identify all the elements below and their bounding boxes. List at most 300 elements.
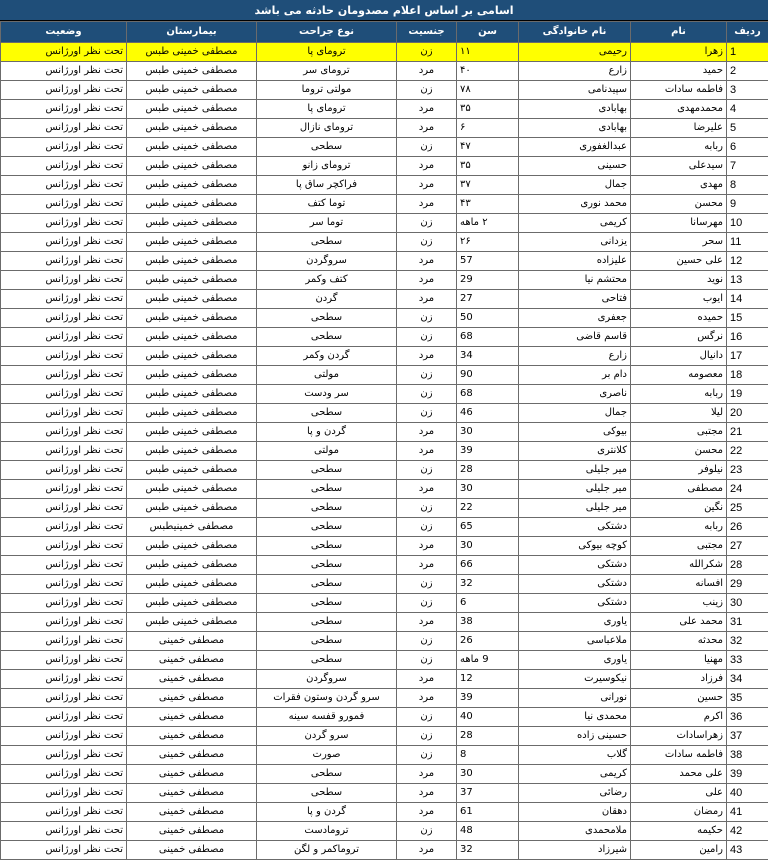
cell-last-name[interactable]: شیرزاد: [519, 841, 631, 860]
cell-last-name[interactable]: نورانی: [519, 689, 631, 708]
table-row[interactable]: [1, 556, 768, 575]
cell-hospital[interactable]: مصطفی خمینی طبس: [127, 423, 257, 442]
cell-age[interactable]: 29: [457, 271, 519, 290]
cell-gender[interactable]: مرد: [397, 252, 457, 271]
cell-hospital[interactable]: مصطفی خمینی طبس: [127, 100, 257, 119]
cell-age[interactable]: 66: [457, 556, 519, 575]
cell-last-name[interactable]: محمدی نیا: [519, 708, 631, 727]
cell-row-number[interactable]: 1: [727, 43, 768, 62]
cell-gender[interactable]: زن: [397, 366, 457, 385]
cell-row-number[interactable]: 40: [727, 784, 768, 803]
cell-status[interactable]: تحت نظر اورژانس: [1, 423, 127, 442]
cell-gender[interactable]: زن: [397, 518, 457, 537]
cell-row-number[interactable]: 38: [727, 746, 768, 765]
cell-last-name[interactable]: رضائی: [519, 784, 631, 803]
cell-injury[interactable]: گردن: [257, 290, 397, 309]
cell-status[interactable]: تحت نظر اورژانس: [1, 233, 127, 252]
table-row[interactable]: [1, 613, 768, 632]
cell-status[interactable]: تحت نظر اورژانس: [1, 784, 127, 803]
cell-first-name[interactable]: علی محمد: [631, 765, 727, 784]
cell-age[interactable]: 68: [457, 385, 519, 404]
cell-hospital[interactable]: مصطفی خمینیطبس: [127, 518, 257, 537]
cell-row-number[interactable]: 42: [727, 822, 768, 841]
cell-status[interactable]: تحت نظر اورژانس: [1, 404, 127, 423]
table-row[interactable]: [1, 670, 768, 689]
cell-last-name[interactable]: ناصری: [519, 385, 631, 404]
cell-gender[interactable]: مرد: [397, 100, 457, 119]
cell-first-name[interactable]: محمدمهدی: [631, 100, 727, 119]
cell-row-number[interactable]: 14: [727, 290, 768, 309]
header-cell-idx[interactable]: ردیف: [727, 22, 768, 43]
table-row[interactable]: [1, 62, 768, 81]
cell-injury[interactable]: ترومای زانو: [257, 157, 397, 176]
cell-injury[interactable]: سرو گردن: [257, 727, 397, 746]
cell-first-name[interactable]: زهرا: [631, 43, 727, 62]
cell-first-name[interactable]: سحر: [631, 233, 727, 252]
table-row[interactable]: [1, 537, 768, 556]
table-row[interactable]: [1, 385, 768, 404]
cell-gender[interactable]: مرد: [397, 176, 457, 195]
cell-status[interactable]: تحت نظر اورژانس: [1, 252, 127, 271]
cell-status[interactable]: تحت نظر اورژانس: [1, 461, 127, 480]
cell-hospital[interactable]: مصطفی خمینی طبس: [127, 594, 257, 613]
cell-gender[interactable]: مرد: [397, 480, 457, 499]
cell-age[interactable]: 12: [457, 670, 519, 689]
table-row[interactable]: [1, 689, 768, 708]
cell-status[interactable]: تحت نظر اورژانس: [1, 841, 127, 860]
cell-gender[interactable]: مرد: [397, 689, 457, 708]
table-row[interactable]: [1, 594, 768, 613]
table-row[interactable]: [1, 233, 768, 252]
cell-injury[interactable]: سطحی: [257, 537, 397, 556]
cell-last-name[interactable]: کریمی: [519, 765, 631, 784]
cell-last-name[interactable]: دشتکی: [519, 594, 631, 613]
table-row[interactable]: [1, 43, 768, 62]
cell-hospital[interactable]: مصطفی خمینی: [127, 822, 257, 841]
cell-hospital[interactable]: مصطفی خمینی طبس: [127, 309, 257, 328]
cell-injury[interactable]: ترومای پا: [257, 100, 397, 119]
cell-first-name[interactable]: فاطمه سادات: [631, 746, 727, 765]
cell-gender[interactable]: مرد: [397, 157, 457, 176]
cell-last-name[interactable]: میر جلیلی: [519, 480, 631, 499]
cell-gender[interactable]: زن: [397, 727, 457, 746]
cell-status[interactable]: تحت نظر اورژانس: [1, 43, 127, 62]
cell-first-name[interactable]: مهدی: [631, 176, 727, 195]
cell-status[interactable]: تحت نظر اورژانس: [1, 746, 127, 765]
cell-injury[interactable]: سر ودست: [257, 385, 397, 404]
cell-age[interactable]: ۴۰: [457, 62, 519, 81]
table-row[interactable]: [1, 404, 768, 423]
header-cell-injury[interactable]: نوع جراحت: [257, 22, 397, 43]
cell-last-name[interactable]: بهابادی: [519, 100, 631, 119]
cell-row-number[interactable]: 4: [727, 100, 768, 119]
table-row[interactable]: [1, 784, 768, 803]
cell-first-name[interactable]: علی حسین: [631, 252, 727, 271]
cell-status[interactable]: تحت نظر اورژانس: [1, 119, 127, 138]
cell-last-name[interactable]: جعفری: [519, 309, 631, 328]
cell-last-name[interactable]: علیزاده: [519, 252, 631, 271]
cell-row-number[interactable]: 25: [727, 499, 768, 518]
cell-gender[interactable]: زن: [397, 746, 457, 765]
cell-status[interactable]: تحت نظر اورژانس: [1, 594, 127, 613]
cell-row-number[interactable]: 28: [727, 556, 768, 575]
cell-status[interactable]: تحت نظر اورژانس: [1, 366, 127, 385]
cell-age[interactable]: ۳۷: [457, 176, 519, 195]
cell-hospital[interactable]: مصطفی خمینی طبس: [127, 138, 257, 157]
cell-hospital[interactable]: مصطفی خمینی طبس: [127, 480, 257, 499]
cell-age[interactable]: 34: [457, 347, 519, 366]
cell-first-name[interactable]: علی: [631, 784, 727, 803]
cell-row-number[interactable]: 13: [727, 271, 768, 290]
cell-gender[interactable]: مرد: [397, 442, 457, 461]
cell-age[interactable]: 8: [457, 746, 519, 765]
cell-age[interactable]: 30: [457, 423, 519, 442]
cell-hospital[interactable]: مصطفی خمینی طبس: [127, 461, 257, 480]
cell-age[interactable]: 38: [457, 613, 519, 632]
cell-last-name[interactable]: جمال: [519, 176, 631, 195]
cell-first-name[interactable]: مصطفی: [631, 480, 727, 499]
cell-hospital[interactable]: مصطفی خمینی طبس: [127, 62, 257, 81]
cell-injury[interactable]: فمورو قفسه سینه: [257, 708, 397, 727]
table-row[interactable]: [1, 309, 768, 328]
cell-row-number[interactable]: 6: [727, 138, 768, 157]
cell-status[interactable]: تحت نظر اورژانس: [1, 309, 127, 328]
cell-hospital[interactable]: مصطفی خمینی: [127, 689, 257, 708]
cell-hospital[interactable]: مصطفی خمینی: [127, 708, 257, 727]
cell-gender[interactable]: زن: [397, 328, 457, 347]
cell-first-name[interactable]: زینب: [631, 594, 727, 613]
cell-first-name[interactable]: مهرسانا: [631, 214, 727, 233]
cell-hospital[interactable]: مصطفی خمینی: [127, 803, 257, 822]
cell-gender[interactable]: مرد: [397, 195, 457, 214]
cell-first-name[interactable]: حمیده: [631, 309, 727, 328]
cell-injury[interactable]: سطحی: [257, 556, 397, 575]
table-row[interactable]: [1, 100, 768, 119]
cell-first-name[interactable]: ربابه: [631, 138, 727, 157]
cell-last-name[interactable]: دشتکی: [519, 575, 631, 594]
cell-gender[interactable]: زن: [397, 385, 457, 404]
table-row[interactable]: [1, 746, 768, 765]
cell-gender[interactable]: زن: [397, 822, 457, 841]
cell-row-number[interactable]: 19: [727, 385, 768, 404]
cell-row-number[interactable]: 10: [727, 214, 768, 233]
cell-injury[interactable]: سطحی: [257, 480, 397, 499]
cell-last-name[interactable]: کریمی: [519, 214, 631, 233]
cell-injury[interactable]: سطحی: [257, 404, 397, 423]
table-row[interactable]: [1, 328, 768, 347]
cell-first-name[interactable]: زهراسادات: [631, 727, 727, 746]
cell-gender[interactable]: مرد: [397, 841, 457, 860]
cell-injury[interactable]: سطحی: [257, 575, 397, 594]
cell-age[interactable]: 22: [457, 499, 519, 518]
cell-status[interactable]: تحت نظر اورژانس: [1, 176, 127, 195]
cell-first-name[interactable]: دانیال: [631, 347, 727, 366]
cell-row-number[interactable]: 24: [727, 480, 768, 499]
cell-age[interactable]: 9 ماهه: [457, 651, 519, 670]
cell-status[interactable]: تحت نظر اورژانس: [1, 689, 127, 708]
cell-injury[interactable]: سطحی: [257, 138, 397, 157]
cell-first-name[interactable]: لیلا: [631, 404, 727, 423]
table-row[interactable]: [1, 499, 768, 518]
cell-injury[interactable]: سروگردن: [257, 252, 397, 271]
cell-hospital[interactable]: مصطفی خمینی: [127, 670, 257, 689]
cell-first-name[interactable]: محسن: [631, 195, 727, 214]
cell-age[interactable]: ۶: [457, 119, 519, 138]
cell-first-name[interactable]: شکرالله: [631, 556, 727, 575]
cell-first-name[interactable]: رمضان: [631, 803, 727, 822]
cell-status[interactable]: تحت نظر اورژانس: [1, 328, 127, 347]
cell-gender[interactable]: مرد: [397, 556, 457, 575]
cell-row-number[interactable]: 17: [727, 347, 768, 366]
cell-age[interactable]: 30: [457, 537, 519, 556]
cell-last-name[interactable]: یزدانی: [519, 233, 631, 252]
table-row[interactable]: [1, 423, 768, 442]
cell-age[interactable]: 39: [457, 689, 519, 708]
cell-hospital[interactable]: مصطفی خمینی طبس: [127, 271, 257, 290]
cell-first-name[interactable]: ربابه: [631, 518, 727, 537]
cell-gender[interactable]: زن: [397, 138, 457, 157]
cell-status[interactable]: تحت نظر اورژانس: [1, 727, 127, 746]
cell-injury[interactable]: گردن وکمر: [257, 347, 397, 366]
table-row[interactable]: [1, 252, 768, 271]
cell-last-name[interactable]: کلانتری: [519, 442, 631, 461]
cell-status[interactable]: تحت نظر اورژانس: [1, 385, 127, 404]
cell-gender[interactable]: زن: [397, 309, 457, 328]
cell-status[interactable]: تحت نظر اورژانس: [1, 670, 127, 689]
cell-row-number[interactable]: 22: [727, 442, 768, 461]
cell-last-name[interactable]: دام بر: [519, 366, 631, 385]
cell-gender[interactable]: مرد: [397, 423, 457, 442]
cell-row-number[interactable]: 16: [727, 328, 768, 347]
cell-row-number[interactable]: 15: [727, 309, 768, 328]
cell-status[interactable]: تحت نظر اورژانس: [1, 100, 127, 119]
cell-injury[interactable]: سطحی: [257, 613, 397, 632]
cell-gender[interactable]: زن: [397, 404, 457, 423]
cell-age[interactable]: 30: [457, 765, 519, 784]
cell-status[interactable]: تحت نظر اورژانس: [1, 765, 127, 784]
cell-gender[interactable]: مرد: [397, 62, 457, 81]
header-cell-status[interactable]: وضعیت: [1, 22, 127, 43]
cell-last-name[interactable]: حسینی: [519, 157, 631, 176]
cell-hospital[interactable]: مصطفی خمینی طبس: [127, 328, 257, 347]
cell-age[interactable]: 61: [457, 803, 519, 822]
cell-hospital[interactable]: مصطفی خمینی طبس: [127, 43, 257, 62]
cell-last-name[interactable]: جمال: [519, 404, 631, 423]
cell-gender[interactable]: زن: [397, 708, 457, 727]
cell-hospital[interactable]: مصطفی خمینی طبس: [127, 119, 257, 138]
cell-injury[interactable]: مولتی: [257, 442, 397, 461]
cell-gender[interactable]: زن: [397, 499, 457, 518]
cell-row-number[interactable]: 8: [727, 176, 768, 195]
cell-injury[interactable]: سروگردن: [257, 670, 397, 689]
cell-hospital[interactable]: مصطفی خمینی طبس: [127, 537, 257, 556]
cell-row-number[interactable]: 21: [727, 423, 768, 442]
cell-row-number[interactable]: 32: [727, 632, 768, 651]
cell-status[interactable]: تحت نظر اورژانس: [1, 613, 127, 632]
cell-hospital[interactable]: مصطفی خمینی: [127, 632, 257, 651]
cell-hospital[interactable]: مصطفی خمینی طبس: [127, 442, 257, 461]
table-row[interactable]: [1, 708, 768, 727]
cell-status[interactable]: تحت نظر اورژانس: [1, 822, 127, 841]
cell-row-number[interactable]: 35: [727, 689, 768, 708]
cell-status[interactable]: تحت نظر اورژانس: [1, 214, 127, 233]
cell-last-name[interactable]: میر جلیلی: [519, 461, 631, 480]
cell-status[interactable]: تحت نظر اورژانس: [1, 271, 127, 290]
table-row[interactable]: [1, 442, 768, 461]
cell-row-number[interactable]: 2: [727, 62, 768, 81]
cell-injury[interactable]: مولتی تروما: [257, 81, 397, 100]
cell-injury[interactable]: سطحی: [257, 328, 397, 347]
cell-injury[interactable]: ترومای سر: [257, 62, 397, 81]
cell-age[interactable]: ۳۵: [457, 100, 519, 119]
cell-last-name[interactable]: زارع: [519, 62, 631, 81]
table-row[interactable]: [1, 157, 768, 176]
cell-age[interactable]: 37: [457, 784, 519, 803]
cell-hospital[interactable]: مصطفی خمینی طبس: [127, 157, 257, 176]
cell-row-number[interactable]: 18: [727, 366, 768, 385]
cell-age[interactable]: 48: [457, 822, 519, 841]
cell-injury[interactable]: سطحی: [257, 784, 397, 803]
cell-gender[interactable]: زن: [397, 214, 457, 233]
cell-status[interactable]: تحت نظر اورژانس: [1, 442, 127, 461]
cell-gender[interactable]: مرد: [397, 803, 457, 822]
table-row[interactable]: [1, 195, 768, 214]
header-cell-last-name[interactable]: نام خانوادگی: [519, 22, 631, 43]
cell-injury[interactable]: صورت: [257, 746, 397, 765]
cell-injury[interactable]: ترومای پا: [257, 43, 397, 62]
cell-gender[interactable]: مرد: [397, 119, 457, 138]
cell-age[interactable]: 40: [457, 708, 519, 727]
cell-gender[interactable]: مرد: [397, 784, 457, 803]
cell-row-number[interactable]: 3: [727, 81, 768, 100]
cell-hospital[interactable]: مصطفی خمینی: [127, 841, 257, 860]
cell-row-number[interactable]: 23: [727, 461, 768, 480]
cell-first-name[interactable]: حسین: [631, 689, 727, 708]
cell-last-name[interactable]: دشتکی: [519, 518, 631, 537]
cell-age[interactable]: 28: [457, 461, 519, 480]
table-row[interactable]: [1, 803, 768, 822]
cell-injury[interactable]: سطحی: [257, 594, 397, 613]
table-row[interactable]: [1, 765, 768, 784]
cell-hospital[interactable]: مصطفی خمینی طبس: [127, 385, 257, 404]
table-row[interactable]: [1, 176, 768, 195]
cell-age[interactable]: 39: [457, 442, 519, 461]
cell-injury[interactable]: گردن و پا: [257, 423, 397, 442]
cell-status[interactable]: تحت نظر اورژانس: [1, 556, 127, 575]
cell-status[interactable]: تحت نظر اورژانس: [1, 575, 127, 594]
cell-hospital[interactable]: مصطفی خمینی طبس: [127, 195, 257, 214]
cell-status[interactable]: تحت نظر اورژانس: [1, 138, 127, 157]
cell-first-name[interactable]: معصومه: [631, 366, 727, 385]
header-cell-gender[interactable]: جنسیت: [397, 22, 457, 43]
cell-row-number[interactable]: 26: [727, 518, 768, 537]
cell-gender[interactable]: زن: [397, 651, 457, 670]
table-row[interactable]: [1, 480, 768, 499]
cell-hospital[interactable]: مصطفی خمینی طبس: [127, 613, 257, 632]
cell-status[interactable]: تحت نظر اورژانس: [1, 537, 127, 556]
cell-hospital[interactable]: مصطفی خمینی طبس: [127, 556, 257, 575]
cell-hospital[interactable]: مصطفی خمینی: [127, 727, 257, 746]
cell-status[interactable]: تحت نظر اورژانس: [1, 803, 127, 822]
cell-injury[interactable]: گردن و پا: [257, 803, 397, 822]
cell-gender[interactable]: مرد: [397, 670, 457, 689]
table-row[interactable]: [1, 518, 768, 537]
cell-first-name[interactable]: محمد علی: [631, 613, 727, 632]
cell-gender[interactable]: زن: [397, 575, 457, 594]
cell-age[interactable]: 65: [457, 518, 519, 537]
cell-hospital[interactable]: مصطفی خمینی طبس: [127, 290, 257, 309]
cell-last-name[interactable]: زارع: [519, 347, 631, 366]
cell-gender[interactable]: زن: [397, 461, 457, 480]
cell-injury[interactable]: سطحی: [257, 233, 397, 252]
cell-status[interactable]: تحت نظر اورژانس: [1, 157, 127, 176]
cell-gender[interactable]: زن: [397, 81, 457, 100]
cell-age[interactable]: ۳۵: [457, 157, 519, 176]
cell-last-name[interactable]: فتاحی: [519, 290, 631, 309]
cell-injury[interactable]: سطحی: [257, 499, 397, 518]
cell-status[interactable]: تحت نظر اورژانس: [1, 62, 127, 81]
cell-row-number[interactable]: 11: [727, 233, 768, 252]
cell-injury[interactable]: توما کتف: [257, 195, 397, 214]
cell-row-number[interactable]: 36: [727, 708, 768, 727]
table-row[interactable]: [1, 119, 768, 138]
cell-last-name[interactable]: محتشم نیا: [519, 271, 631, 290]
cell-first-name[interactable]: نگین: [631, 499, 727, 518]
cell-first-name[interactable]: مجتبی: [631, 537, 727, 556]
cell-injury[interactable]: ترومادست: [257, 822, 397, 841]
cell-injury[interactable]: سطحی: [257, 518, 397, 537]
cell-last-name[interactable]: گلاب: [519, 746, 631, 765]
cell-injury[interactable]: مولتی: [257, 366, 397, 385]
cell-row-number[interactable]: 5: [727, 119, 768, 138]
cell-status[interactable]: تحت نظر اورژانس: [1, 81, 127, 100]
table-row[interactable]: [1, 575, 768, 594]
cell-last-name[interactable]: بیوکی: [519, 423, 631, 442]
cell-hospital[interactable]: مصطفی خمینی طبس: [127, 366, 257, 385]
cell-gender[interactable]: زن: [397, 43, 457, 62]
cell-first-name[interactable]: نیلوفر: [631, 461, 727, 480]
cell-first-name[interactable]: ربابه: [631, 385, 727, 404]
table-row[interactable]: [1, 347, 768, 366]
cell-first-name[interactable]: محسن: [631, 442, 727, 461]
table-row[interactable]: [1, 138, 768, 157]
cell-row-number[interactable]: 41: [727, 803, 768, 822]
cell-age[interactable]: 27: [457, 290, 519, 309]
cell-last-name[interactable]: ملامحمدی: [519, 822, 631, 841]
table-row[interactable]: [1, 81, 768, 100]
cell-injury[interactable]: سرو گردن وستون فقرات: [257, 689, 397, 708]
cell-last-name[interactable]: میر جلیلی: [519, 499, 631, 518]
cell-injury[interactable]: سطحی: [257, 461, 397, 480]
cell-age[interactable]: 90: [457, 366, 519, 385]
cell-last-name[interactable]: سپیدنامی: [519, 81, 631, 100]
cell-gender[interactable]: مرد: [397, 271, 457, 290]
cell-age[interactable]: 46: [457, 404, 519, 423]
table-row[interactable]: [1, 651, 768, 670]
cell-injury[interactable]: سطحی: [257, 632, 397, 651]
cell-injury[interactable]: سطحی: [257, 765, 397, 784]
cell-last-name[interactable]: دشتکی: [519, 556, 631, 575]
cell-age[interactable]: 6: [457, 594, 519, 613]
cell-hospital[interactable]: مصطفی خمینی طبس: [127, 176, 257, 195]
cell-gender[interactable]: زن: [397, 632, 457, 651]
cell-row-number[interactable]: 31: [727, 613, 768, 632]
cell-last-name[interactable]: ملاعباسی: [519, 632, 631, 651]
table-row[interactable]: [1, 290, 768, 309]
cell-injury[interactable]: کتف وکمر: [257, 271, 397, 290]
cell-hospital[interactable]: مصطفی خمینی طبس: [127, 404, 257, 423]
cell-row-number[interactable]: 12: [727, 252, 768, 271]
